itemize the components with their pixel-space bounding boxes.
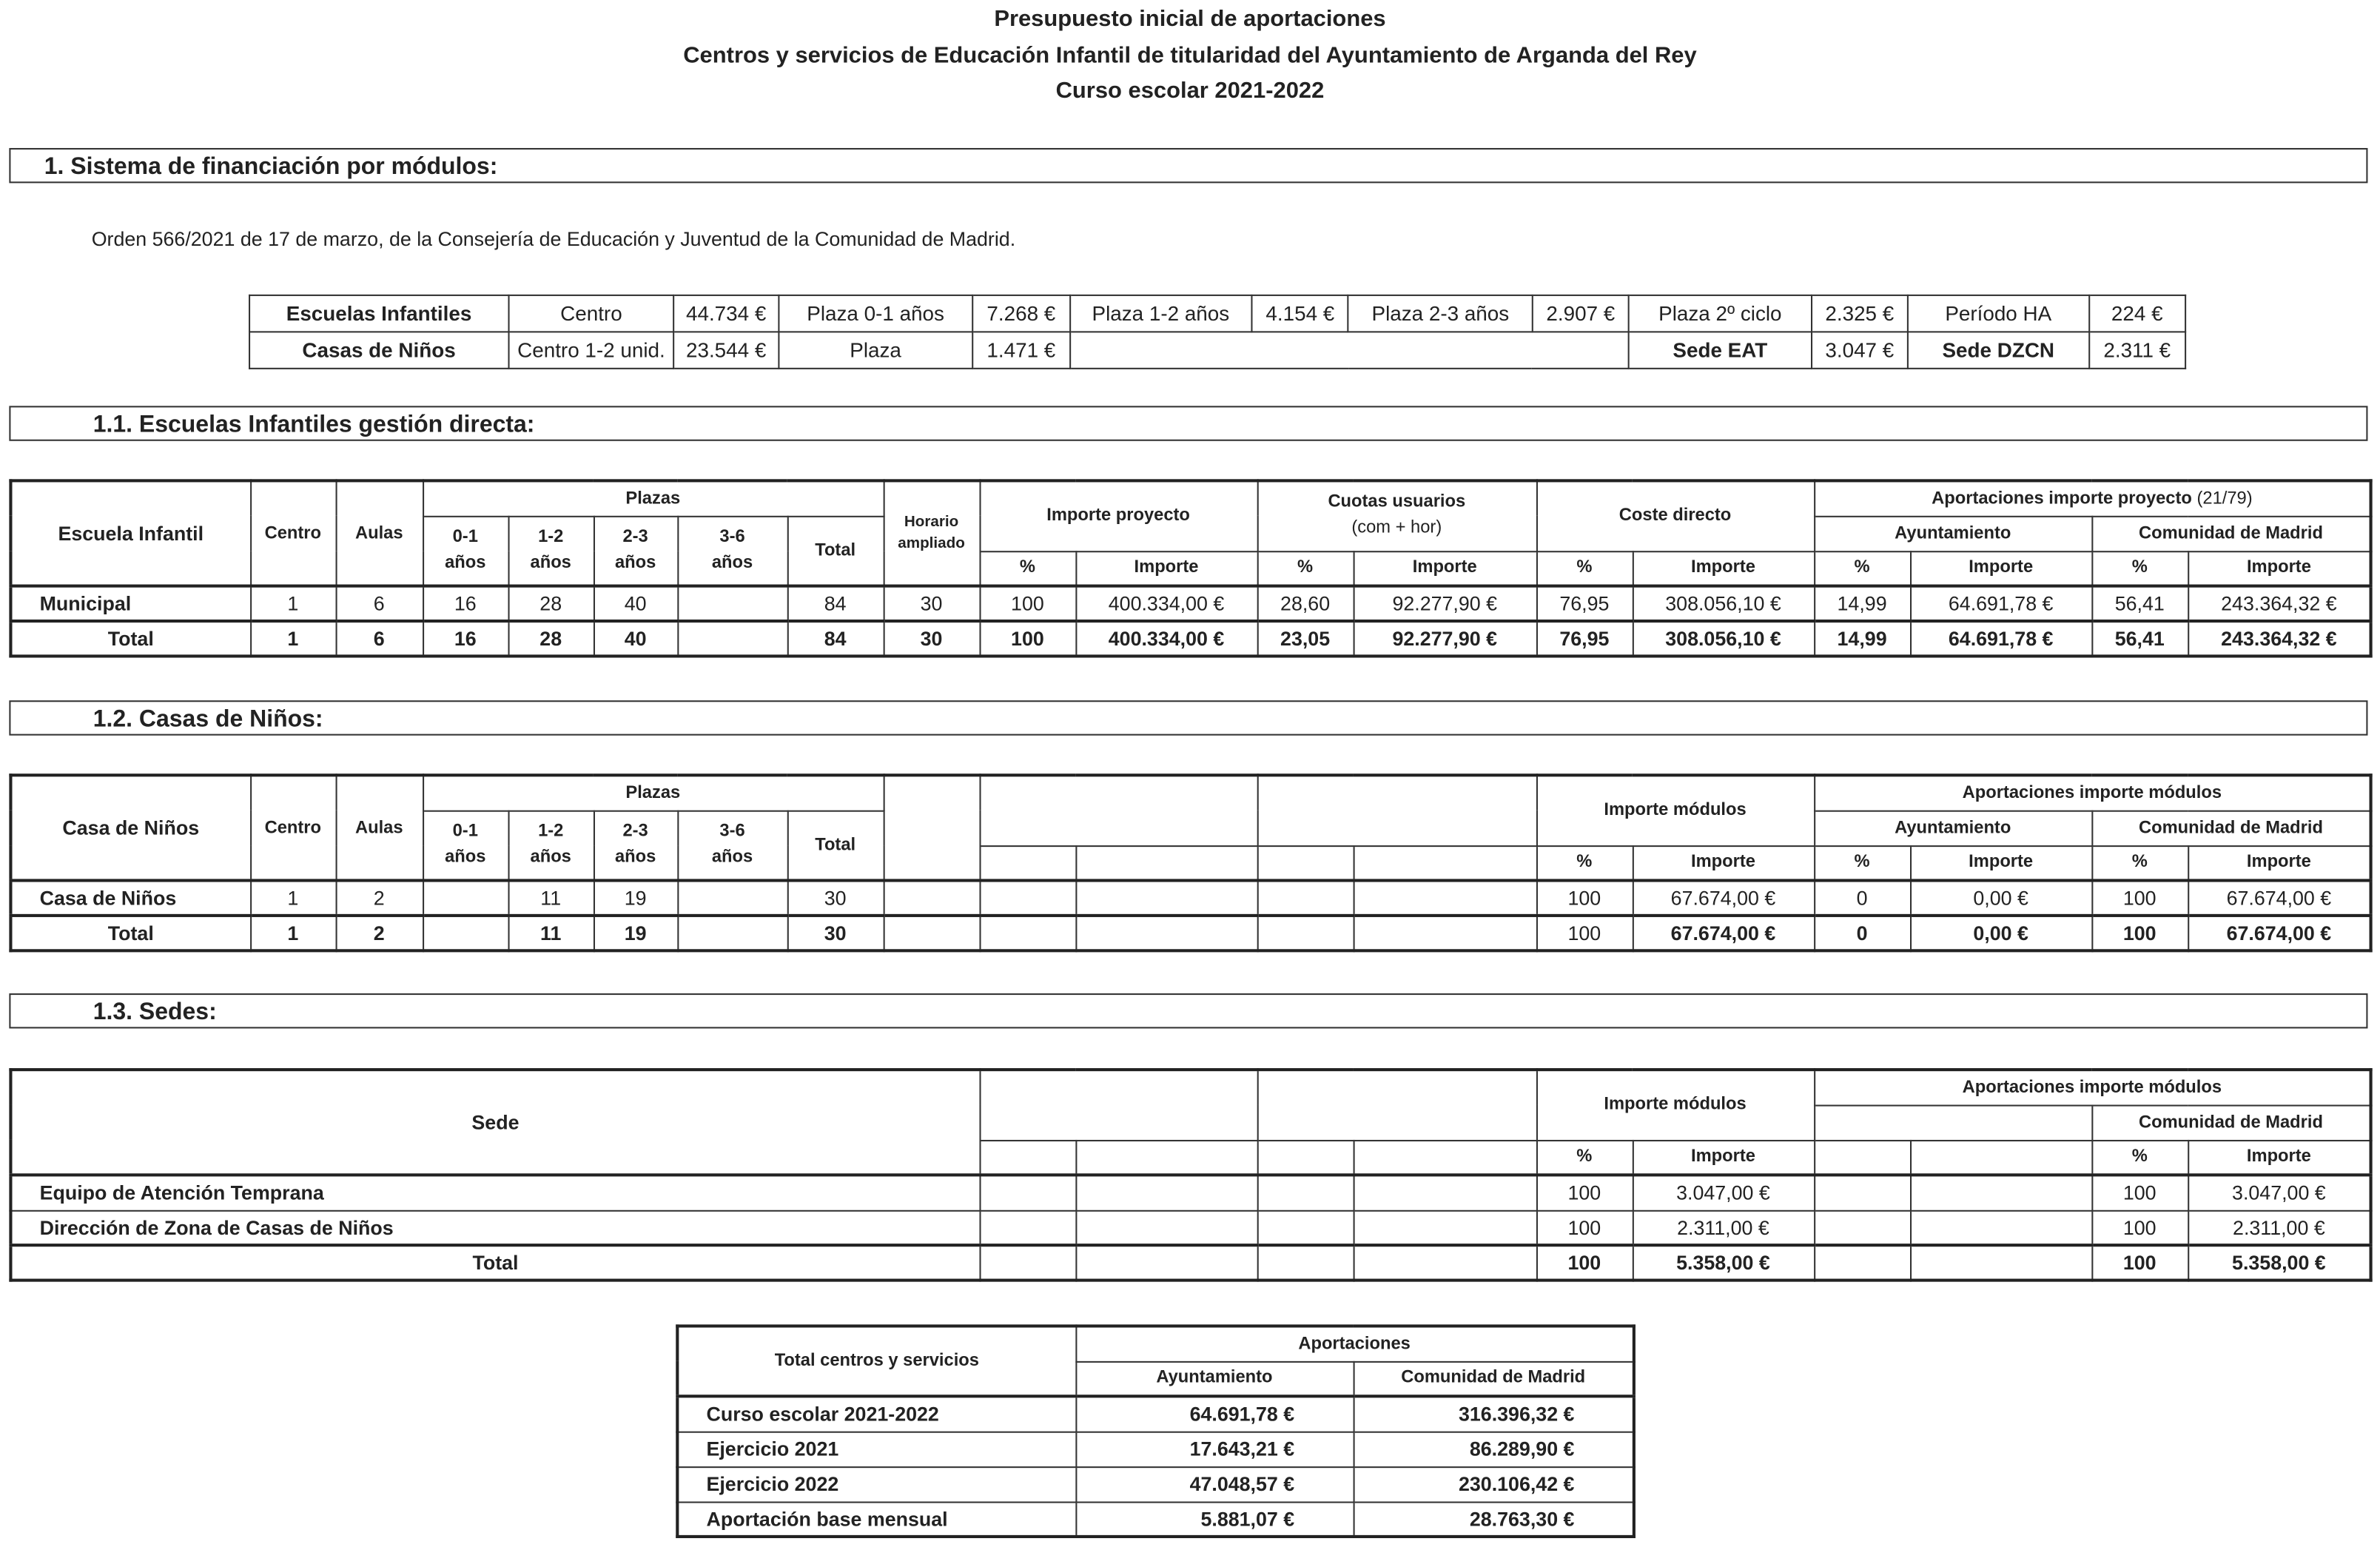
table-cell: 11	[508, 916, 593, 950]
table-cell: 67.674,00 €	[1633, 916, 1814, 950]
empty-cell	[979, 916, 1075, 950]
table-cell: 14,99	[1814, 586, 1910, 621]
rate-value: 1.471 €	[973, 332, 1069, 368]
table-cell: 0	[1814, 916, 1910, 950]
col-header: Centro	[250, 480, 335, 585]
rate-label: Escuelas Infantiles	[249, 295, 508, 332]
rates-row-escuelas	[249, 295, 2185, 332]
table-cell: 30	[787, 916, 884, 950]
col-header-part: 2-3	[622, 527, 648, 546]
table-cell: Aportación base mensual	[677, 1502, 1075, 1537]
col-header: Ayuntamiento	[1075, 1361, 1353, 1396]
empty-cell	[1075, 1140, 1257, 1175]
empty-cell	[1075, 1175, 1257, 1209]
col-header-part: años	[711, 553, 753, 572]
col-header-part: 1-2	[538, 527, 564, 546]
empty-cell	[1257, 1210, 1354, 1245]
col-header-part: años	[445, 848, 486, 867]
col-header: Ayuntamiento	[1814, 811, 2091, 845]
col-header: %	[2091, 551, 2188, 585]
col-header-part: años	[711, 848, 753, 867]
table-row	[677, 1502, 1634, 1537]
col-header: Importe	[1354, 551, 1536, 585]
col-header: Coste directo	[1536, 480, 1814, 551]
empty-cell	[1075, 1245, 1257, 1280]
empty-cell	[884, 880, 980, 915]
empty-cell	[1257, 880, 1354, 915]
col-header: Importe	[2188, 1140, 2370, 1175]
col-header-part: (com + hor)	[1351, 519, 1442, 538]
col-header-part: años	[614, 553, 656, 572]
col-header: %	[1814, 551, 1910, 585]
module-rates-table	[249, 295, 2186, 369]
table-cell: 100	[1536, 1210, 1633, 1245]
col-header: %	[1814, 845, 1910, 880]
empty-cell	[884, 775, 980, 880]
empty-cell	[1814, 1210, 1910, 1245]
table-row	[10, 1175, 2370, 1209]
col-header: Plazas	[423, 480, 884, 515]
table-cell: 92.277,90 €	[1354, 621, 1536, 656]
table-cell: 100	[979, 621, 1075, 656]
empty-cell	[1910, 1140, 2091, 1175]
table-cell: 316.396,32 €	[1354, 1396, 1634, 1431]
table-cell: 28,60	[1257, 586, 1354, 621]
table-row	[677, 1432, 1634, 1466]
table-cell: 2	[336, 880, 423, 915]
col-header: Plazas	[423, 775, 884, 810]
table-cell: 56,41	[2091, 586, 2188, 621]
col-header-part: años	[445, 553, 486, 572]
table-cell: 100	[979, 586, 1075, 621]
table-cell: 16	[423, 586, 508, 621]
table-cell: 1	[250, 586, 335, 621]
section-1-1-heading: 1.1. Escuelas Infantiles gestión directa:	[9, 406, 2367, 440]
empty-cell	[1257, 845, 1354, 880]
table-cell: 64.691,78 €	[1910, 586, 2091, 621]
empty-cell	[979, 1210, 1075, 1245]
empty-cell	[1910, 1245, 2091, 1280]
empty-cell	[1354, 845, 1536, 880]
rate-value: 2.325 €	[1812, 295, 1908, 332]
table-cell: 40	[594, 621, 677, 656]
table-cell	[423, 916, 508, 950]
empty-cell	[979, 1245, 1075, 1280]
rate-value: 3.047 €	[1812, 332, 1908, 368]
table-total-row	[10, 621, 2370, 656]
col-header: Comunidad de Madrid	[1354, 1361, 1634, 1396]
table-row	[677, 1466, 1634, 1501]
col-header	[594, 516, 677, 586]
rates-row-casas	[249, 332, 2185, 368]
col-header: Importe	[2188, 551, 2370, 585]
table-cell: Total	[10, 621, 250, 656]
rate-value: 7.268 €	[973, 295, 1069, 332]
table-cell: 64.691,78 €	[1075, 1396, 1353, 1431]
table-cell: 30	[787, 880, 884, 915]
table-cell: Municipal	[10, 586, 250, 621]
table-cell: 243.364,32 €	[2188, 586, 2370, 621]
col-header: %	[1536, 845, 1633, 880]
empty-cell	[1354, 916, 1536, 950]
col-header-part: 0-1	[452, 527, 478, 546]
table-cell: 84	[787, 621, 884, 656]
section-1-3-heading: 1.3. Sedes:	[9, 993, 2367, 1028]
col-header: Aportaciones importe módulos	[1814, 1070, 2371, 1104]
table-cell: 243.364,32 €	[2188, 621, 2370, 656]
col-header: Comunidad de Madrid	[2091, 1105, 2370, 1140]
table-row	[10, 1210, 2370, 1245]
table-row	[677, 1396, 1634, 1431]
table-cell: 100	[2091, 1245, 2188, 1280]
table-cell: 0,00 €	[1910, 880, 2091, 915]
col-header	[594, 811, 677, 881]
col-header: %	[1536, 1140, 1633, 1175]
col-header: Comunidad de Madrid	[2091, 811, 2370, 845]
table-cell: 1	[250, 621, 335, 656]
col-header: Importe	[1910, 845, 2091, 880]
col-header: Importe	[1633, 845, 1814, 880]
col-header: Centro	[250, 775, 335, 880]
table-cell: 2.311,00 €	[2188, 1210, 2370, 1245]
empty-cell	[1354, 1245, 1536, 1280]
rate-value: 44.734 €	[674, 295, 779, 332]
rate-label: Plaza 1-2 años	[1069, 295, 1251, 332]
rate-value: 224 €	[2088, 295, 2185, 332]
table-cell: 100	[2091, 916, 2188, 950]
table-cell: 16	[423, 621, 508, 656]
empty-cell	[1814, 1140, 1910, 1175]
col-header: %	[1257, 551, 1354, 585]
col-header-part: Aportaciones importe proyecto	[1932, 489, 2192, 508]
table-cell: 100	[2091, 1175, 2188, 1209]
col-header: Importe	[1910, 551, 2091, 585]
table-cell: 1	[250, 916, 335, 950]
col-header: Aportaciones importe módulos	[1814, 775, 2371, 810]
col-header	[508, 811, 593, 881]
table-cell: 19	[594, 916, 677, 950]
table-cell: 28.763,30 €	[1354, 1502, 1634, 1537]
table-cell: 64.691,78 €	[1910, 621, 2091, 656]
empty-cell	[1075, 1210, 1257, 1245]
empty-cell	[1910, 1210, 2091, 1245]
col-header	[677, 811, 787, 881]
rate-label: Centro	[508, 295, 674, 332]
table-cell	[677, 586, 787, 621]
legal-note: Orden 566/2021 de 17 de marzo, de la Consejería de Educación y Juventud de la Comunidad de Madrid.	[91, 227, 1016, 251]
rate-value: 4.154 €	[1252, 295, 1348, 332]
table-cell: 56,41	[2091, 621, 2188, 656]
empty-cell	[979, 1175, 1075, 1209]
table-total-row	[10, 916, 2370, 950]
rate-label: Plaza 2º ciclo	[1629, 295, 1811, 332]
table-cell: 92.277,90 €	[1354, 586, 1536, 621]
empty-cell	[979, 775, 1257, 845]
col-header	[423, 811, 508, 881]
table-cell: Curso escolar 2021-2022	[677, 1396, 1075, 1431]
table-cell: 67.674,00 €	[1633, 880, 1814, 915]
empty-cell	[979, 880, 1075, 915]
section-1-heading: 1. Sistema de financiación por módulos:	[9, 148, 2367, 183]
col-header: Importe módulos	[1536, 1070, 1814, 1140]
col-header: Ayuntamiento	[1814, 516, 2091, 551]
col-header-part: Horario	[904, 513, 959, 531]
table-total-row	[10, 1245, 2370, 1280]
table-cell: 28	[508, 621, 593, 656]
table-cell	[677, 916, 787, 950]
empty-cell	[1069, 332, 1629, 368]
col-header: Casa de Niños	[10, 775, 250, 880]
col-header: Aulas	[336, 775, 423, 880]
empty-cell	[979, 845, 1075, 880]
table-cell: Dirección de Zona de Casas de Niños	[10, 1210, 979, 1245]
empty-cell	[1257, 1175, 1354, 1209]
table-cell: 47.048,57 €	[1075, 1466, 1353, 1501]
rate-label: Período HA	[1908, 295, 2088, 332]
rate-value: 2.311 €	[2088, 332, 2185, 368]
doc-title: Presupuesto inicial de aportaciones	[994, 6, 1386, 33]
col-header: Importe	[2188, 845, 2370, 880]
table-cell: 6	[336, 621, 423, 656]
casas-table	[9, 774, 2372, 952]
col-header	[423, 516, 508, 586]
col-header: Aportaciones	[1075, 1326, 1634, 1360]
col-header-part: 2-3	[622, 822, 648, 841]
col-header: Importe	[1633, 551, 1814, 585]
empty-cell	[884, 916, 980, 950]
rate-label: Sede DZCN	[1908, 332, 2088, 368]
table-cell: 230.106,42 €	[1354, 1466, 1634, 1501]
table-cell: 308.056,10 €	[1633, 586, 1814, 621]
doc-course: Curso escolar 2021-2022	[1055, 78, 1325, 104]
empty-cell	[1814, 1245, 1910, 1280]
table-cell: 100	[1536, 1245, 1633, 1280]
table-cell: 84	[787, 586, 884, 621]
table-cell: 40	[594, 586, 677, 621]
col-header-part: años	[530, 553, 571, 572]
table-cell: 400.334,00 €	[1075, 586, 1257, 621]
table-cell: Ejercicio 2022	[677, 1466, 1075, 1501]
table-cell: 1	[250, 880, 335, 915]
rate-value: 23.544 €	[674, 332, 779, 368]
table-cell: 6	[336, 586, 423, 621]
empty-cell	[1910, 1175, 2091, 1209]
table-cell: Total	[10, 916, 250, 950]
table-cell: 86.289,90 €	[1354, 1432, 1634, 1466]
col-header	[884, 480, 980, 585]
table-cell: 3.047,00 €	[2188, 1175, 2370, 1209]
col-header-part: 3-6	[719, 527, 745, 546]
col-header-part: años	[614, 848, 656, 867]
table-cell: 5.881,07 €	[1075, 1502, 1353, 1537]
empty-cell	[1257, 1245, 1354, 1280]
table-cell	[677, 621, 787, 656]
table-row	[10, 880, 2370, 915]
col-header: Aulas	[336, 480, 423, 585]
col-header	[1814, 480, 2370, 515]
table-cell: Equipo de Atención Temprana	[10, 1175, 979, 1209]
col-header: %	[2091, 845, 2188, 880]
col-header: Importe	[1075, 551, 1257, 585]
table-row	[10, 586, 2370, 621]
table-cell: 11	[508, 880, 593, 915]
col-header: %	[1536, 551, 1633, 585]
col-header: Importe módulos	[1536, 775, 1814, 845]
col-header-part: (21/79)	[2196, 489, 2253, 508]
col-header-part: 0-1	[452, 822, 478, 841]
col-header-part: años	[530, 848, 571, 867]
table-cell: 2	[336, 916, 423, 950]
empty-cell	[1075, 880, 1257, 915]
col-header-part: Cuotas usuarios	[1328, 493, 1466, 512]
col-header-part: ampliado	[898, 534, 965, 552]
table-cell: 76,95	[1536, 621, 1633, 656]
table-cell: 14,99	[1814, 621, 1910, 656]
table-cell	[677, 880, 787, 915]
table-cell: 67.674,00 €	[2188, 880, 2370, 915]
col-header: %	[2091, 1140, 2188, 1175]
empty-cell	[1354, 1140, 1536, 1175]
table-cell: 0	[1814, 880, 1910, 915]
table-cell: 2.311,00 €	[1633, 1210, 1814, 1245]
empty-cell	[1075, 916, 1257, 950]
col-header	[508, 516, 593, 586]
col-header: %	[979, 551, 1075, 585]
empty-cell	[1814, 1175, 1910, 1209]
empty-cell	[979, 1140, 1075, 1175]
rate-label: Centro 1-2 unid.	[508, 332, 674, 368]
table-cell: 19	[594, 880, 677, 915]
col-header: Comunidad de Madrid	[2091, 516, 2370, 551]
doc-subtitle: Centros y servicios de Educación Infantil de titularidad del Ayuntamiento de Arganda del Rey	[683, 42, 1697, 69]
empty-cell	[1257, 1140, 1354, 1175]
table-cell: 308.056,10 €	[1633, 621, 1814, 656]
empty-cell	[1354, 1175, 1536, 1209]
rate-label: Plaza 0-1 años	[779, 295, 973, 332]
table-cell: Ejercicio 2021	[677, 1432, 1075, 1466]
table-cell: 5.358,00 €	[1633, 1245, 1814, 1280]
empty-cell	[1257, 1070, 1536, 1140]
empty-cell	[1075, 845, 1257, 880]
table-cell: 100	[1536, 1175, 1633, 1209]
empty-cell	[1257, 916, 1354, 950]
table-cell: Total	[10, 1245, 979, 1280]
col-header	[677, 516, 787, 586]
table-cell: Casa de Niños	[10, 880, 250, 915]
col-header	[1257, 480, 1536, 551]
table-cell: 17.643,21 €	[1075, 1432, 1353, 1466]
col-header: Sede	[10, 1070, 979, 1175]
col-header: Total centros y servicios	[677, 1326, 1075, 1396]
table-cell: 100	[2091, 880, 2188, 915]
rate-value: 2.907 €	[1533, 295, 1629, 332]
rate-label: Casas de Niños	[249, 332, 508, 368]
empty-cell	[1257, 775, 1536, 845]
col-header: Total	[787, 516, 884, 586]
table-cell: 67.674,00 €	[2188, 916, 2370, 950]
col-header: Importe	[1633, 1140, 1814, 1175]
col-header-part: 3-6	[719, 822, 745, 841]
empty-cell	[979, 1070, 1257, 1140]
empty-cell	[1814, 1105, 2091, 1140]
col-header: Total	[787, 811, 884, 881]
empty-cell	[1354, 1210, 1536, 1245]
section-1-2-heading: 1.2. Casas de Niños:	[9, 700, 2367, 735]
rate-label: Plaza	[779, 332, 973, 368]
table-cell: 3.047,00 €	[1633, 1175, 1814, 1209]
table-cell: 28	[508, 586, 593, 621]
empty-cell	[1354, 880, 1536, 915]
rate-label: Plaza 2-3 años	[1348, 295, 1533, 332]
table-cell: 0,00 €	[1910, 916, 2091, 950]
table-cell: 23,05	[1257, 621, 1354, 656]
table-cell: 100	[1536, 916, 1633, 950]
table-cell: 5.358,00 €	[2188, 1245, 2370, 1280]
table-cell: 100	[1536, 880, 1633, 915]
table-cell: 76,95	[1536, 586, 1633, 621]
table-cell: 30	[884, 586, 980, 621]
table-cell: 400.334,00 €	[1075, 621, 1257, 656]
summary-table	[676, 1324, 1636, 1538]
table-cell	[423, 880, 508, 915]
table-cell: 100	[2091, 1210, 2188, 1245]
col-header-part: 1-2	[538, 822, 564, 841]
col-header: Importe proyecto	[979, 480, 1257, 551]
escuelas-table	[9, 479, 2372, 657]
rate-label: Sede EAT	[1629, 332, 1811, 368]
sedes-table	[9, 1068, 2372, 1282]
col-header: Escuela Infantil	[10, 480, 250, 585]
table-cell: 30	[884, 621, 980, 656]
